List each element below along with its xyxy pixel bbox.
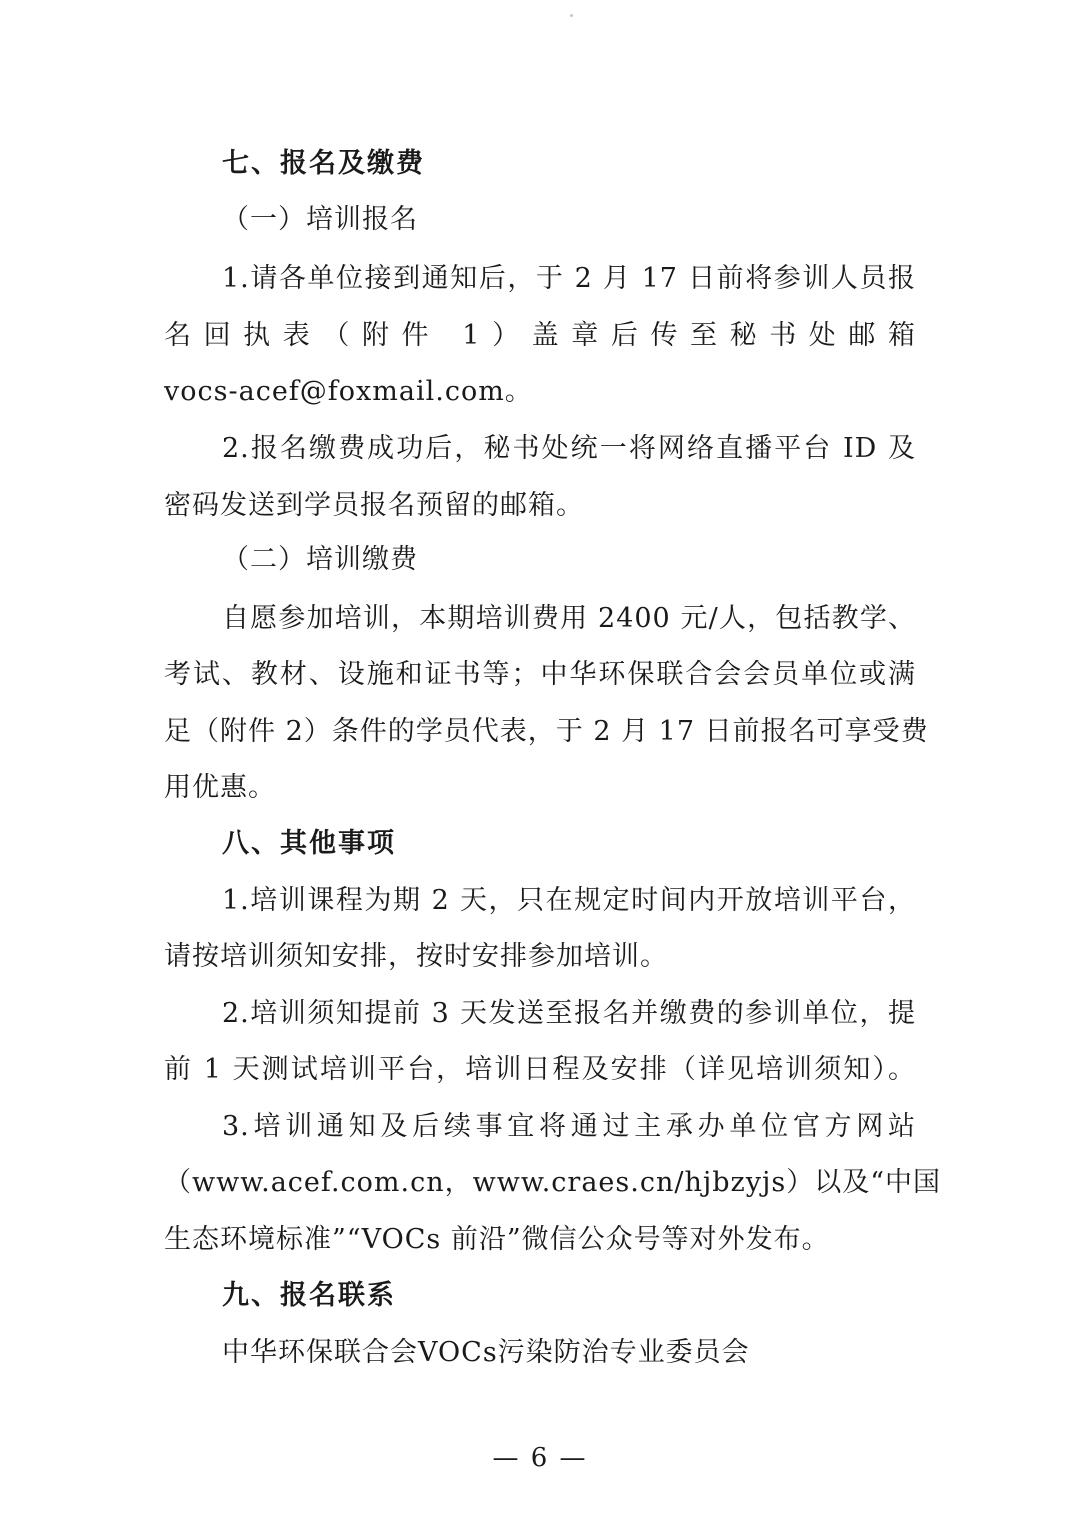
paragraph-line: 自愿参加培训，本期培训费用 2400 元/人，包括教学、	[222, 603, 916, 634]
paragraph-line: 2.报名缴费成功后，秘书处统一将网络直播平台 ID 及	[222, 433, 916, 464]
paragraph-line: 2.培训须知提前 3 天发送至报名并缴费的参训单位，提	[222, 998, 916, 1029]
subsection-title-registration: （一）培训报名	[222, 204, 418, 235]
page-number: — 6 —	[492, 1443, 588, 1473]
section-heading-8: 八、其他事项	[222, 828, 396, 859]
paragraph-line: 1.培训课程为期 2 天，只在规定时间内开放培训平台，	[222, 885, 916, 916]
website-links-line: （www.acef.com.cn，www.craes.cn/hjbzyjs）以及“中国	[164, 1167, 942, 1198]
paragraph-line: 足（附件 2）条件的学员代表，于 2 月 17 日前报名可享受费	[164, 716, 929, 747]
paragraph-line: 生态环境标准”“VOCs 前沿”微信公众号等对外发布。	[164, 1224, 830, 1255]
section-heading-7: 七、报名及缴费	[222, 148, 425, 179]
paragraph-line: 密码发送到学员报名预留的邮箱。	[164, 490, 584, 521]
paragraph-line: 1.请各单位接到通知后，于 2 月 17 日前将参训人员报	[222, 263, 916, 294]
paragraph-line: 用优惠。	[164, 772, 276, 803]
paragraph-line: 名回执表（附件 1）盖章后传至秘书处邮箱	[164, 320, 916, 351]
paragraph-line: 前 1 天测试培训平台，培训日程及安排（详见培训须知）。	[164, 1054, 916, 1085]
paragraph-line: 请按培训须知安排，按时安排参加培训。	[164, 941, 668, 972]
paragraph-line: 考试、教材、设施和证书等；中华环保联合会会员单位或满	[164, 659, 916, 690]
subsection-title-fee: （二）培训缴费	[222, 544, 418, 575]
section-heading-9: 九、报名联系	[222, 1280, 396, 1311]
email-address: vocs-acef@foxmail.com。	[164, 376, 533, 407]
paragraph-line: 3.培训通知及后续事宜将通过主承办单位官方网站	[222, 1111, 916, 1142]
scan-mark	[570, 14, 573, 17]
organization-name: 中华环保联合会VOCs污染防治专业委员会	[222, 1337, 750, 1368]
